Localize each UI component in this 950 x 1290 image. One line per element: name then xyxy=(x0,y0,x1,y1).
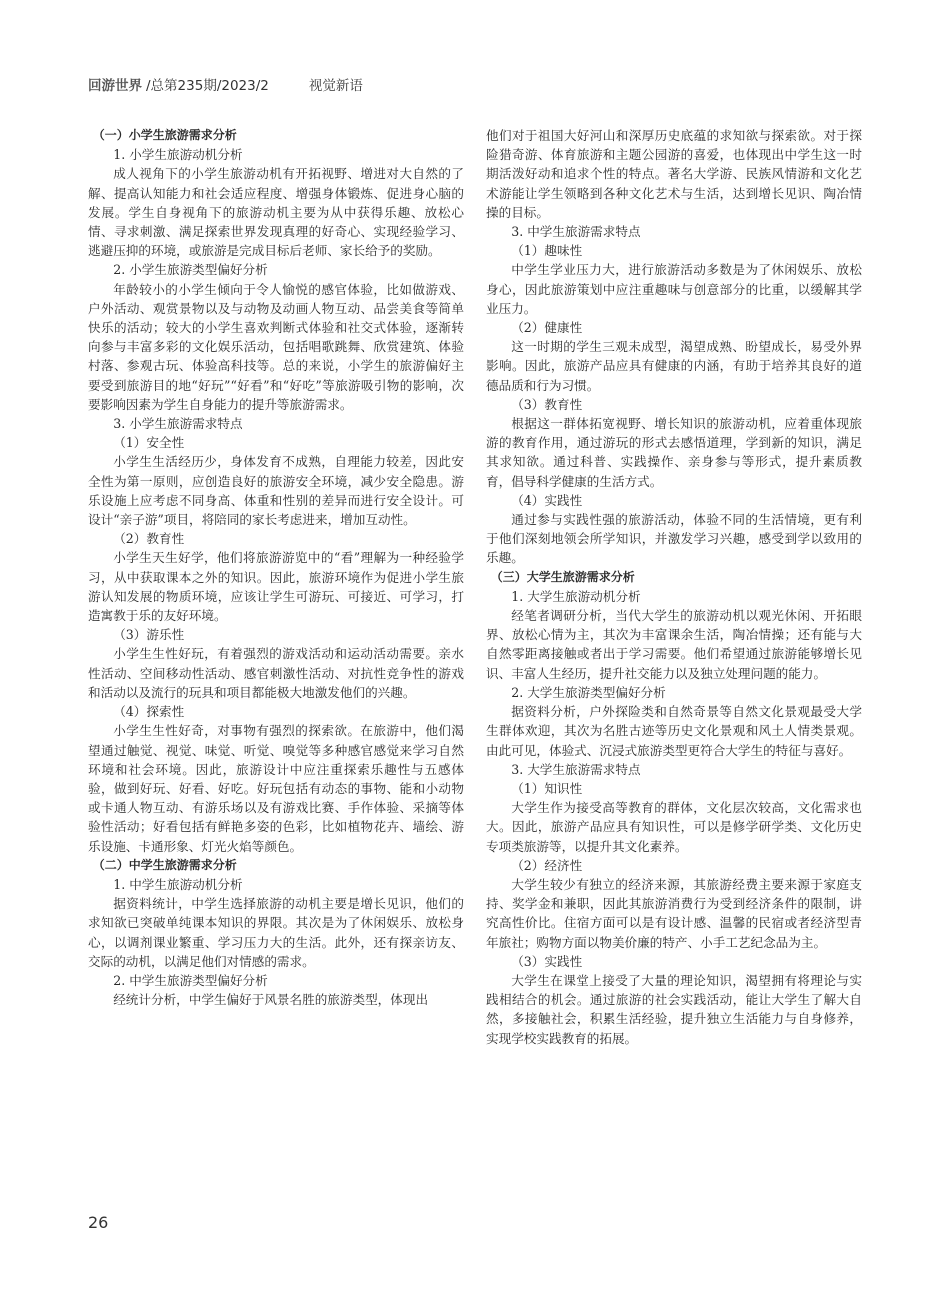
paragraph: 小学生生性好奇，对事物有强烈的探索欲。在旅游中，他们渴望通过触觉、视觉、味觉、听觉、嗅觉等多种感官感觉来学习自然环境和社会环境。因此，旅游设计中应注重探索乐趣性与五感体验，做到好玩、好看、好吃。好玩包括有动态的事物、能和小动物或卡通人物互动、有游乐场以及有游戏比赛、手作体验、采摘等体验性活动；好看包括有鲜艳多姿的色彩，比如植物花卉、墙绘、游乐设施、卡通形象、灯光火焰等颜色。 xyxy=(88,723,464,854)
subheading: （3）游乐性 xyxy=(113,627,185,643)
subheading: （1）趣味性 xyxy=(511,243,583,259)
paragraph: 这一时期的学生三观未成型，渴望成熟、盼望成长，易受外界影响。因此，旅游产品应具有健康的内涵，有助于培养其良好的道德品质和行为习惯。 xyxy=(486,339,862,393)
left-column xyxy=(88,126,464,1009)
paragraph: 据资料统计，中学生选择旅游的动机主要是增长见识，他们的求知欲已突破单纯课本知识的界限。其次是为了休闲娱乐、放松身心，以调剂课业繁重、学习压力大的生活。此外，还有探亲访友、交际的动机，以满足他们对情感的需求。 xyxy=(88,896,464,969)
subheading: （1）安全性 xyxy=(113,435,185,451)
subheading: 3. 大学生旅游需求特点 xyxy=(511,761,641,777)
paragraph: 大学生较少有独立的经济来源，其旅游经费主要来源于家庭支持、奖学金和兼职，因此其旅游消费行为受到经济条件的限制，讲究高性价比。住宿方面可以是有设计感、温馨的民宿或者经济型青年旅社；购物方面以物美价廉的特产、小手工艺纪念品为主。 xyxy=(486,876,862,950)
paragraph-continued: 他们对于祖国大好河山和深厚历史底蕴的求知欲与探索欲。对于探险猎奇游、体育旅游和主题公园游的喜爱，也体现出中学生这一时期活泼好动和追求个性的特点。著名大学游、民族风情游和文化艺术游能让学生领略到各种文化艺术与生活，达到增长见识、陶冶情操的目标。 xyxy=(486,128,862,220)
section-heading: （一）小学生旅游需求分析 xyxy=(92,128,237,142)
subheading: 1. 中学生旅游动机分析 xyxy=(113,876,243,892)
right-column xyxy=(486,126,862,1048)
paragraph: 经统计分析，中学生偏好于风景名胜的旅游类型，体现出 xyxy=(113,992,429,1008)
paragraph: 根据这一群体拓宽视野、增长知识的旅游动机，应着重体现旅游的教育作用，通过游玩的形式去感悟道理，学到新的知识，满足其求知欲。通过科普、实践操作、亲身参与等形式，提升素质教育，倡导科学健康的生活方式。 xyxy=(486,416,862,489)
paragraph: 小学生生活经历少，身体发育不成熟，自理能力较差，因此安全性为第一原则，应创造良好的旅游安全环境，减少安全隐患。游乐设施上应考虑不同身高、体重和性别的差异而进行安全设计。可设计“亲子游”项目，将陪同的家长考虑进来，增加互动性。 xyxy=(88,454,464,528)
subheading: （2）健康性 xyxy=(511,320,583,336)
section-heading: （二）中学生旅游需求分析 xyxy=(92,857,237,872)
subheading: （2）教育性 xyxy=(113,531,185,547)
subheading: 2. 小学生旅游类型偏好分析 xyxy=(113,262,268,278)
subheading: （4）实践性 xyxy=(511,492,583,508)
subheading: （2）经济性 xyxy=(511,857,583,873)
paragraph: 小学生生性好玩，有着强烈的游戏活动和运动活动需要。亲水性活动、空间移动性活动、感官刺激性活动、对抗性竞争性的游戏和活动以及流行的玩具和项目都能极大地激发他们的兴趣。 xyxy=(88,646,464,700)
subheading: 1. 大学生旅游动机分析 xyxy=(511,588,641,604)
paragraph: 大学生在课堂上接受了大量的理论知识，渴望拥有将理论与实践相结合的机会。通过旅游的社会实践活动，能让大学生了解大自然，多接触社会，积累生活经验，提升独立生活能力与自身修养，实现学校实践教育的拓展。 xyxy=(486,972,862,1046)
subheading: （3）实践性 xyxy=(511,953,583,969)
running-header xyxy=(88,74,363,94)
column-name: 视觉新语 xyxy=(308,78,363,94)
subheading: （3）教育性 xyxy=(511,396,583,412)
subheading: 2. 大学生旅游类型偏好分析 xyxy=(511,684,666,700)
paragraph: 小学生天生好学，他们将旅游游览中的“看”理解为一种经验学习，从中获取课本之外的知识。因此，旅游环境作为促进小学生旅游认知发展的物质环境，应该让学生可游玩、可接近、可学习，打造寓教于乐的友好环境。 xyxy=(88,550,464,624)
subheading: 3. 中学生旅游需求特点 xyxy=(511,224,641,240)
subheading: 3. 小学生旅游需求特点 xyxy=(113,416,243,432)
subheading: 2. 中学生旅游类型偏好分析 xyxy=(113,972,268,988)
paragraph: 成人视角下的小学生旅游动机有开拓视野、增进对大自然的了解、提高认知能力和社会适应程度、增强身体锻炼、促进身心脑的发展。学生自身视角下的旅游动机主要为从中获得乐趣、放松心情、寻求刺激、满足探索世界发现真理的好奇心、实现经验学习、逃避压抑的环境，或旅游是完成目标后老师、家长给予的奖励。 xyxy=(88,166,464,259)
subheading: （4）探索性 xyxy=(113,704,185,720)
paragraph: 据资料分析，户外探险类和自然奇景等自然文化景观最受大学生群体欢迎，其次为名胜古迹等历史文化景观和风土人情类景观。由此可见，体验式、沉浸式旅游类型更符合大学生的特征与喜好。 xyxy=(486,704,862,758)
paragraph: 经笔者调研分析，当代大学生的旅游动机以观光休闲、开拓眼界、放松心情为主，其次为丰富课余生活，陶冶情操；还有能与大自然零距离接触或者出于学习需要。他们希望通过旅游能够增长见识、丰富人生经历，提升社交能力以及独立处理问题的能力。 xyxy=(486,608,862,681)
paragraph: 通过参与实践性强的旅游活动，体验不同的生活情境，更有利于他们深刻地领会所学知识，并激发学习兴趣，感受到学以致用的乐趣。 xyxy=(486,512,862,566)
magazine-logo: 回游世界 xyxy=(88,78,142,94)
paragraph: 中学生学业压力大，进行旅游活动多数是为了休闲娱乐、放松身心，因此旅游策划中应注重趣味与创意部分的比重，以缓解其学业压力。 xyxy=(486,262,862,316)
page-number: 26 xyxy=(88,1213,109,1232)
issue-info: /总第235期/2023/2 xyxy=(146,78,269,94)
paragraph: 年龄较小的小学生倾向于令人愉悦的感官体验，比如做游戏、户外活动、观赏景物以及与动物及动画人物互动、品尝美食等简单快乐的活动；较大的小学生喜欢判断式体验和社交式体验，逐渐转向参与丰富多彩的文化娱乐活动，包括唱歌跳舞、欣赏建筑、体验村落、参观古玩、体验高科技等。总的来说，小学生的旅游偏好主要受到旅游目的地“好玩”“好看”和“好吃”等旅游吸引物的影响，次要影响因素为学生自身能力的提升等旅游需求。 xyxy=(88,281,464,412)
section-heading: （三）大学生旅游需求分析 xyxy=(490,569,635,584)
paragraph: 大学生作为接受高等教育的群体，文化层次较高，文化需求也大。因此，旅游产品应具有知识性，可以是修学研学类、文化历史专项类旅游等，以提升其文化素养。 xyxy=(486,800,862,854)
subheading: 1. 小学生旅游动机分析 xyxy=(113,147,243,163)
subheading: （1）知识性 xyxy=(511,780,583,796)
